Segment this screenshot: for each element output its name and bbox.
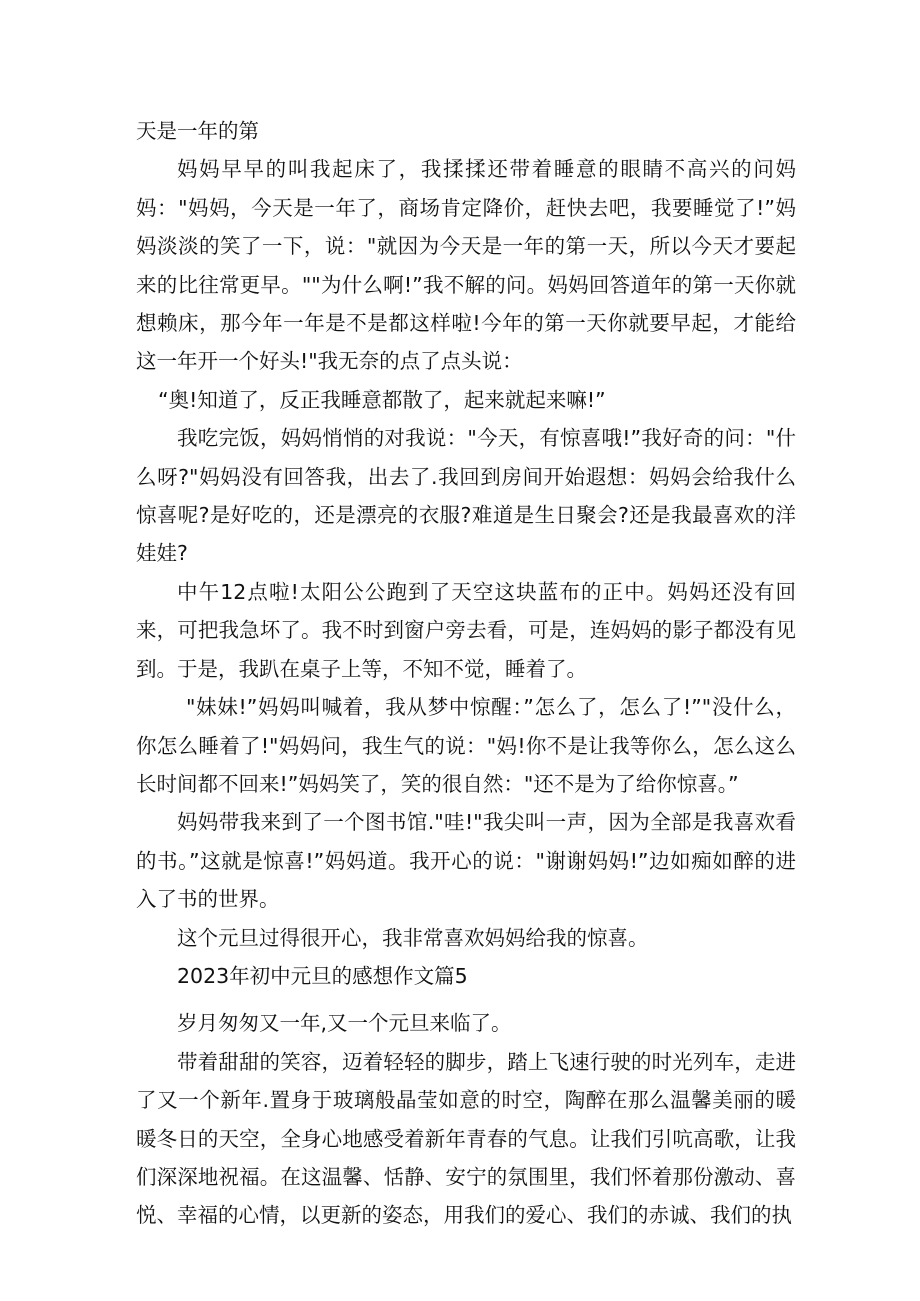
paragraph-conclusion: 这个元旦过得很开心，我非常喜欢妈妈给我的惊喜。 [177, 925, 649, 950]
paragraph-noon-wait: 中午12点啦!太阳公公跑到了天空这块蓝布的正中。妈妈还没有回来，可把我急坏了。我不时到窗户旁去看，可是，连妈妈的影子都没有见到。于是，我趴在桌子上等，不知不觉，睡着了。 [136, 579, 796, 681]
essay-body [136, 112, 796, 1235]
paragraph-new-year-body: 带着甜甜的笑容，迈着轻轻的脚步，踏上飞速行驶的时光列车，走进了又一个新年.置身于玻璃般晶莹如意的时空，陶醉在那么温馨美丽的暖暖冬日的天空，全身心地感受着新年青春的气息。让我们引吭高歌，让我们深深地祝福。在这温馨、恬静、安宁的氛围里，我们怀着那份激动、喜悦、幸福的心情，以更新的姿态，用我们的爱心、我们的赤诚、我们的执 [136, 1049, 796, 1228]
paragraph-library: 妈妈带我来到了一个图书馆."哇!"我尖叫一声，因为全部是我喜欢看的书。”这就是惊喜!”妈妈道。我开心的说："谢谢妈妈!”边如痴如醉的进入了书的世界。 [136, 810, 796, 912]
paragraph-reply: “奥!知道了，反正我睡意都散了，起来就起来嘛!” [158, 387, 606, 412]
spacer [136, 995, 796, 1004]
paragraph-wake-up: 妈妈早早的叫我起床了，我揉揉还带着睡意的眼睛不高兴的问妈妈："妈妈，今天是一年了，商场肯定降价，赶快去吧，我要睡觉了!”妈妈淡淡的笑了一下，说："就因为今天是一年的第一天，所以今天才要起来的比往常更早。""为什么啊!”我不解的问。妈妈回答道年的第一天你就想赖床，那今年一年是不是都这样啦!今年的第一天你就要早起，才能给这一年开一个好头!"我无奈的点了点头说： [136, 157, 796, 374]
paragraph-surprise-hint: 我吃完饭，妈妈悄悄的对我说："今天，有惊喜哦!”我好奇的问："什么呀?"妈妈没有回答我，出去了.我回到房间开始遐想：妈妈会给我什么惊喜呢?是好吃的，还是漂亮的衣服?难道是生日聚会?还是我最喜欢的洋娃娃? [136, 426, 796, 566]
paragraph-wake-dialogue: "妹妹!”妈妈叫喊着，我从梦中惊醒：”怎么了，怎么了!”"没什么，你怎么睡着了!"妈妈问，我生气的说："妈!你不是让我等你么，怎么这么长时间都不回来!”妈妈笑了，笑的很自然："还不是为了给你惊喜。” [136, 695, 796, 796]
paragraph-fragment-heading: 天是一年的第 [136, 119, 259, 143]
essay-title: 2023年初中元旦的感想作文篇5 [177, 963, 468, 988]
paragraph-new-year-intro: 岁月匆匆又一年,又一个元旦来临了。 [177, 1011, 512, 1036]
